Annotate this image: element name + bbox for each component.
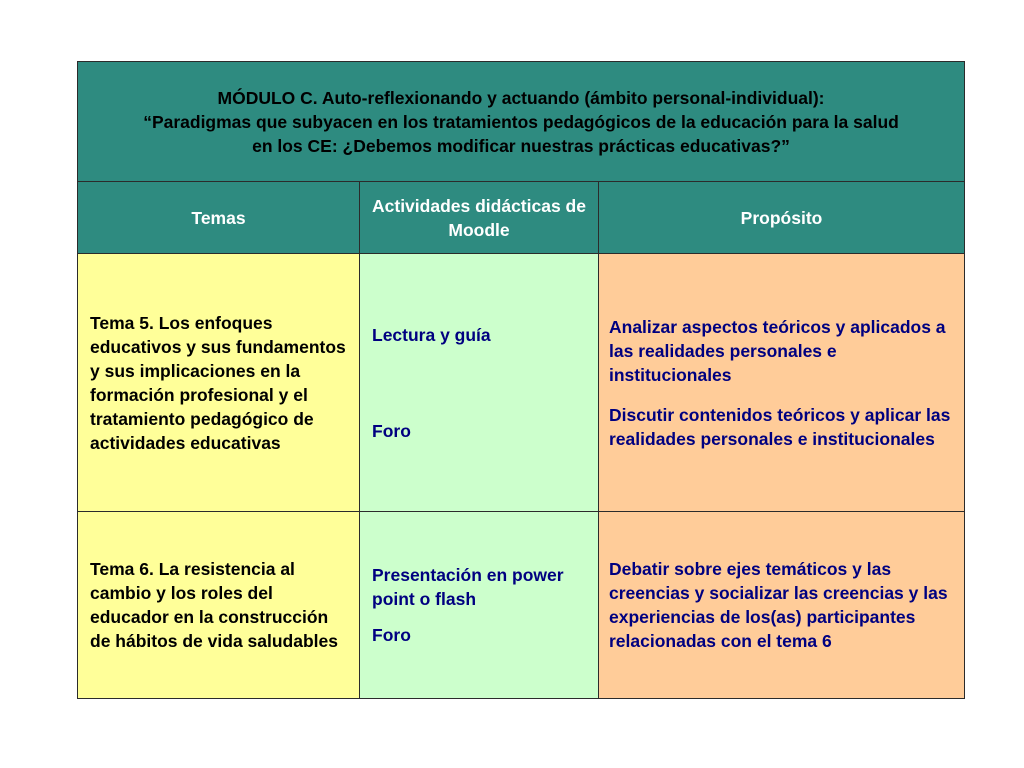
proposito-debatir: Debatir sobre ejes temáticos y las creencias y socializar las creencias y las experiencias de los(as) participantes relacionadas con el tema 6	[609, 559, 948, 651]
proposito-tema-5-cell	[599, 254, 965, 512]
table-row-tema-5	[78, 254, 965, 512]
module-title	[78, 62, 965, 182]
proposito-analizar: Analizar aspectos teóricos y aplicados a las realidades personales e institucionales	[609, 316, 946, 385]
header-temas: Temas	[78, 182, 360, 254]
actividad-lectura-guia: Lectura y guía	[372, 324, 491, 345]
header-actividades: Actividades didácticas de Moodle	[360, 182, 599, 254]
module-title-line-3: en los CE: ¿Debemos modificar nuestras prácticas educativas?”	[252, 135, 790, 156]
header-proposito: Propósito	[599, 182, 965, 254]
tema-5-text: Tema 5. Los enfoques educativos y sus fundamentos y sus implicaciones en la formación profesional y el tratamiento pedagógico de actividades educativas	[90, 312, 346, 453]
column-header-row	[78, 182, 965, 254]
actividades-tema-5-cell	[360, 254, 599, 512]
actividad-foro-tema-5: Foro	[372, 420, 411, 441]
proposito-discutir: Discutir contenidos teóricos y aplicar las realidades personales e institucionales	[609, 404, 951, 449]
title-row	[78, 62, 965, 182]
module-title-line-2: “Paradigmas que subyacen en los tratamientos pedagógicos de la educación para la salud	[143, 111, 899, 132]
actividad-presentacion: Presentación en power point o flash	[372, 565, 564, 609]
module-table	[77, 61, 965, 699]
actividades-tema-6-cell	[360, 512, 599, 699]
actividad-foro-tema-6: Foro	[372, 625, 411, 645]
module-title-line-1: MÓDULO C. Auto-reflexionando y actuando (ámbito personal-individual):	[217, 87, 825, 108]
proposito-tema-6-cell	[599, 512, 965, 699]
tema-6-text: Tema 6. La resistencia al cambio y los roles del educador en la construcción de hábitos de vida saludables	[90, 559, 338, 651]
tema-5-cell	[78, 254, 360, 512]
tema-6-cell	[78, 512, 360, 699]
table-row-tema-6	[78, 512, 965, 699]
